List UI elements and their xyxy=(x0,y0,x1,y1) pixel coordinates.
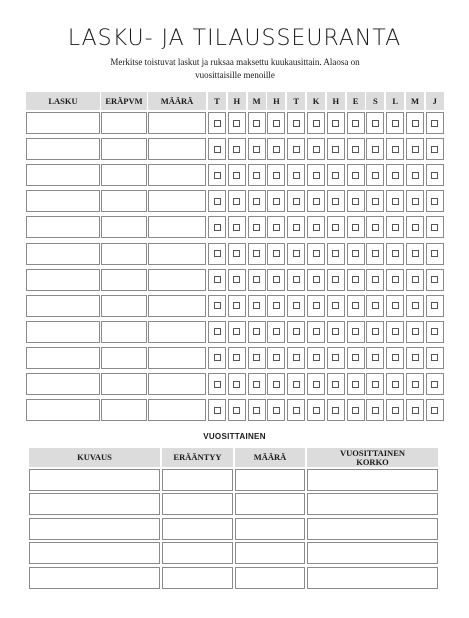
paid-checkbox[interactable] xyxy=(412,302,419,309)
paid-checkbox[interactable] xyxy=(412,172,419,179)
paid-checkbox[interactable] xyxy=(273,224,280,231)
due-date-input[interactable] xyxy=(101,295,147,317)
paid-checkbox[interactable] xyxy=(332,172,339,179)
paid-checkbox[interactable] xyxy=(352,381,359,388)
yearly-amount-input[interactable] xyxy=(235,542,305,564)
paid-checkbox[interactable] xyxy=(332,381,339,388)
bill-input[interactable] xyxy=(26,138,100,160)
paid-checkbox[interactable] xyxy=(352,250,359,257)
header-due: ERÄÄNTYY xyxy=(162,448,233,467)
amount-input[interactable] xyxy=(148,321,206,343)
paid-checkbox[interactable] xyxy=(273,381,280,388)
due-input[interactable] xyxy=(162,493,233,515)
header-month-1: T xyxy=(208,92,226,110)
paid-checkbox[interactable] xyxy=(392,198,399,205)
paid-checkbox[interactable] xyxy=(372,328,379,335)
due-input[interactable] xyxy=(162,542,233,564)
paid-checkbox[interactable] xyxy=(352,198,359,205)
paid-checkbox[interactable] xyxy=(332,407,339,414)
paid-checkbox[interactable] xyxy=(392,354,399,361)
bill-input[interactable] xyxy=(26,243,100,265)
paid-checkbox[interactable] xyxy=(293,224,300,231)
due-date-input[interactable] xyxy=(101,138,147,160)
due-date-input[interactable] xyxy=(101,269,147,291)
due-date-input[interactable] xyxy=(101,321,147,343)
paid-checkbox[interactable] xyxy=(214,381,221,388)
header-month-10: L xyxy=(386,92,404,110)
due-date-input[interactable] xyxy=(101,190,147,212)
paid-checkbox[interactable] xyxy=(293,146,300,153)
paid-checkbox[interactable] xyxy=(214,146,221,153)
paid-checkbox[interactable] xyxy=(233,250,240,257)
amount-input[interactable] xyxy=(148,138,206,160)
paid-checkbox[interactable] xyxy=(332,302,339,309)
paid-checkbox[interactable] xyxy=(392,328,399,335)
paid-checkbox[interactable] xyxy=(412,146,419,153)
paid-checkbox[interactable] xyxy=(313,407,320,414)
paid-checkbox[interactable] xyxy=(253,407,260,414)
paid-checkbox[interactable] xyxy=(313,276,320,283)
bill-input[interactable] xyxy=(26,164,100,186)
paid-checkbox[interactable] xyxy=(392,276,399,283)
paid-checkbox[interactable] xyxy=(392,250,399,257)
paid-checkbox[interactable] xyxy=(253,328,260,335)
paid-checkbox[interactable] xyxy=(273,276,280,283)
header-month-5: T xyxy=(287,92,305,110)
due-date-input[interactable] xyxy=(101,112,147,134)
paid-checkbox[interactable] xyxy=(392,172,399,179)
header-due-date: ERÄPVM xyxy=(101,92,147,110)
paid-checkbox[interactable] xyxy=(253,172,260,179)
due-date-input[interactable] xyxy=(101,373,147,395)
paid-checkbox[interactable] xyxy=(412,354,419,361)
paid-checkbox[interactable] xyxy=(332,328,339,335)
paid-checkbox[interactable] xyxy=(372,276,379,283)
description-input[interactable] xyxy=(29,542,160,564)
amount-input[interactable] xyxy=(148,164,206,186)
paid-checkbox[interactable] xyxy=(372,354,379,361)
paid-checkbox[interactable] xyxy=(431,250,438,257)
paid-checkbox[interactable] xyxy=(352,120,359,127)
paid-checkbox[interactable] xyxy=(372,250,379,257)
amount-input[interactable] xyxy=(148,373,206,395)
paid-checkbox[interactable] xyxy=(273,354,280,361)
paid-checkbox[interactable] xyxy=(214,328,221,335)
header-yearly-amount: MÄÄRÄ xyxy=(235,448,305,467)
paid-checkbox[interactable] xyxy=(214,276,221,283)
due-input[interactable] xyxy=(162,567,233,589)
paid-checkbox[interactable] xyxy=(313,146,320,153)
paid-checkbox[interactable] xyxy=(431,381,438,388)
paid-checkbox[interactable] xyxy=(431,172,438,179)
yearly-amount-input[interactable] xyxy=(235,469,305,491)
paid-checkbox[interactable] xyxy=(214,198,221,205)
bill-input[interactable] xyxy=(26,373,100,395)
due-date-input[interactable] xyxy=(101,243,147,265)
paid-checkbox[interactable] xyxy=(313,198,320,205)
paid-checkbox[interactable] xyxy=(352,328,359,335)
paid-checkbox[interactable] xyxy=(273,407,280,414)
paid-checkbox[interactable] xyxy=(372,407,379,414)
paid-checkbox[interactable] xyxy=(313,381,320,388)
paid-checkbox[interactable] xyxy=(293,198,300,205)
bill-input[interactable] xyxy=(26,112,100,134)
paid-checkbox[interactable] xyxy=(332,276,339,283)
paid-checkbox[interactable] xyxy=(372,120,379,127)
paid-checkbox[interactable] xyxy=(372,198,379,205)
paid-checkbox[interactable] xyxy=(332,146,339,153)
paid-checkbox[interactable] xyxy=(214,172,221,179)
header-month-2: H xyxy=(228,92,246,110)
paid-checkbox[interactable] xyxy=(273,250,280,257)
paid-checkbox[interactable] xyxy=(253,146,260,153)
page-subtitle: Merkitse toistuvat laskut ja ruksaa maksettu kuukausittain. Alaosa on vuosittaisille menoille xyxy=(110,57,360,80)
paid-checkbox[interactable] xyxy=(273,146,280,153)
paid-checkbox[interactable] xyxy=(293,328,300,335)
amount-input[interactable] xyxy=(148,112,206,134)
description-input[interactable] xyxy=(29,567,160,589)
page-title: LASKU- JA TILAUSSEURANTA xyxy=(67,26,402,51)
paid-checkbox[interactable] xyxy=(293,381,300,388)
paid-checkbox[interactable] xyxy=(253,224,260,231)
paid-checkbox[interactable] xyxy=(233,276,240,283)
header-month-11: M xyxy=(406,92,424,110)
paid-checkbox[interactable] xyxy=(233,172,240,179)
paid-checkbox[interactable] xyxy=(412,224,419,231)
paid-checkbox[interactable] xyxy=(332,198,339,205)
due-input[interactable] xyxy=(162,518,233,540)
paid-checkbox[interactable] xyxy=(313,302,320,309)
paid-checkbox[interactable] xyxy=(214,302,221,309)
paid-checkbox[interactable] xyxy=(332,250,339,257)
header-month-3: M xyxy=(248,92,266,110)
paid-checkbox[interactable] xyxy=(372,381,379,388)
paid-checkbox[interactable] xyxy=(253,381,260,388)
paid-checkbox[interactable] xyxy=(431,120,438,127)
paid-checkbox[interactable] xyxy=(253,120,260,127)
paid-checkbox[interactable] xyxy=(253,198,260,205)
paid-checkbox[interactable] xyxy=(273,120,280,127)
paid-checkbox[interactable] xyxy=(392,120,399,127)
yearly-amount-input[interactable] xyxy=(235,518,305,540)
paid-checkbox[interactable] xyxy=(214,224,221,231)
amount-input[interactable] xyxy=(148,216,206,238)
paid-checkbox[interactable] xyxy=(431,328,438,335)
amount-input[interactable] xyxy=(148,295,206,317)
paid-checkbox[interactable] xyxy=(392,407,399,414)
description-input[interactable] xyxy=(29,469,160,491)
bill-input[interactable] xyxy=(26,190,100,212)
paid-checkbox[interactable] xyxy=(293,120,300,127)
paid-checkbox[interactable] xyxy=(214,354,221,361)
bill-input[interactable] xyxy=(26,295,100,317)
paid-checkbox[interactable] xyxy=(273,172,280,179)
paid-checkbox[interactable] xyxy=(412,407,419,414)
paid-checkbox[interactable] xyxy=(372,302,379,309)
due-input[interactable] xyxy=(162,469,233,491)
paid-checkbox[interactable] xyxy=(313,328,320,335)
paid-checkbox[interactable] xyxy=(273,328,280,335)
paid-checkbox[interactable] xyxy=(233,407,240,414)
paid-checkbox[interactable] xyxy=(412,276,419,283)
paid-checkbox[interactable] xyxy=(431,302,438,309)
paid-checkbox[interactable] xyxy=(293,302,300,309)
yearly-amount-input[interactable] xyxy=(235,493,305,515)
paid-checkbox[interactable] xyxy=(412,120,419,127)
paid-checkbox[interactable] xyxy=(352,172,359,179)
paid-checkbox[interactable] xyxy=(313,120,320,127)
yearly-interest-input[interactable] xyxy=(307,493,438,515)
yearly-interest-input[interactable] xyxy=(307,518,438,540)
yearly-interest-input[interactable] xyxy=(307,469,438,491)
yearly-section-label: VUOSITTAINEN xyxy=(203,432,266,441)
paid-checkbox[interactable] xyxy=(372,172,379,179)
paid-checkbox[interactable] xyxy=(253,354,260,361)
paid-checkbox[interactable] xyxy=(233,302,240,309)
paid-checkbox[interactable] xyxy=(253,302,260,309)
yearly-interest-input[interactable] xyxy=(307,542,438,564)
paid-checkbox[interactable] xyxy=(293,172,300,179)
paid-checkbox[interactable] xyxy=(273,302,280,309)
paid-checkbox[interactable] xyxy=(214,120,221,127)
due-date-input[interactable] xyxy=(101,164,147,186)
paid-checkbox[interactable] xyxy=(431,224,438,231)
paid-checkbox[interactable] xyxy=(273,198,280,205)
paid-checkbox[interactable] xyxy=(352,407,359,414)
amount-input[interactable] xyxy=(148,243,206,265)
bill-input[interactable] xyxy=(26,321,100,343)
paid-checkbox[interactable] xyxy=(293,276,300,283)
header-description: KUVAUS xyxy=(29,448,160,467)
paid-checkbox[interactable] xyxy=(253,276,260,283)
paid-checkbox[interactable] xyxy=(214,407,221,414)
paid-checkbox[interactable] xyxy=(233,354,240,361)
amount-input[interactable] xyxy=(148,190,206,212)
due-date-input[interactable] xyxy=(101,399,147,421)
paid-checkbox[interactable] xyxy=(313,354,320,361)
header-month-9: S xyxy=(366,92,384,110)
paid-checkbox[interactable] xyxy=(293,250,300,257)
paid-checkbox[interactable] xyxy=(332,224,339,231)
description-input[interactable] xyxy=(29,518,160,540)
due-date-input[interactable] xyxy=(101,216,147,238)
paid-checkbox[interactable] xyxy=(332,354,339,361)
paid-checkbox[interactable] xyxy=(392,302,399,309)
yearly-amount-input[interactable] xyxy=(235,567,305,589)
paid-checkbox[interactable] xyxy=(431,146,438,153)
header-amount: MÄÄRÄ xyxy=(148,92,206,110)
paid-checkbox[interactable] xyxy=(293,354,300,361)
paid-checkbox[interactable] xyxy=(233,328,240,335)
paid-checkbox[interactable] xyxy=(313,250,320,257)
paid-checkbox[interactable] xyxy=(412,328,419,335)
header-yearly-interest: VUOSITTAINEN KORKO xyxy=(307,448,438,467)
paid-checkbox[interactable] xyxy=(412,381,419,388)
paid-checkbox[interactable] xyxy=(233,120,240,127)
due-date-input[interactable] xyxy=(101,347,147,369)
amount-input[interactable] xyxy=(148,347,206,369)
header-month-4: H xyxy=(267,92,285,110)
header-month-6: K xyxy=(307,92,325,110)
bill-input[interactable] xyxy=(26,347,100,369)
paid-checkbox[interactable] xyxy=(431,276,438,283)
paid-checkbox[interactable] xyxy=(352,276,359,283)
paid-checkbox[interactable] xyxy=(233,381,240,388)
paid-checkbox[interactable] xyxy=(412,250,419,257)
amount-input[interactable] xyxy=(148,399,206,421)
paid-checkbox[interactable] xyxy=(372,224,379,231)
paid-checkbox[interactable] xyxy=(431,407,438,414)
paid-checkbox[interactable] xyxy=(332,120,339,127)
paid-checkbox[interactable] xyxy=(431,354,438,361)
paid-checkbox[interactable] xyxy=(214,250,221,257)
paid-checkbox[interactable] xyxy=(372,146,379,153)
bill-input[interactable] xyxy=(26,216,100,238)
paid-checkbox[interactable] xyxy=(392,381,399,388)
amount-input[interactable] xyxy=(148,269,206,291)
paid-checkbox[interactable] xyxy=(233,224,240,231)
paid-checkbox[interactable] xyxy=(412,198,419,205)
header-month-12: J xyxy=(426,92,444,110)
yearly-interest-input[interactable] xyxy=(307,567,438,589)
paid-checkbox[interactable] xyxy=(233,146,240,153)
paid-checkbox[interactable] xyxy=(313,224,320,231)
header-bill: LASKU xyxy=(26,92,100,110)
paid-checkbox[interactable] xyxy=(313,172,320,179)
paid-checkbox[interactable] xyxy=(352,302,359,309)
paid-checkbox[interactable] xyxy=(352,224,359,231)
paid-checkbox[interactable] xyxy=(392,146,399,153)
description-input[interactable] xyxy=(29,493,160,515)
bill-input[interactable] xyxy=(26,399,100,421)
bill-input[interactable] xyxy=(26,269,100,291)
paid-checkbox[interactable] xyxy=(392,224,399,231)
paid-checkbox[interactable] xyxy=(352,354,359,361)
paid-checkbox[interactable] xyxy=(253,250,260,257)
paid-checkbox[interactable] xyxy=(352,146,359,153)
header-month-7: H xyxy=(327,92,345,110)
paid-checkbox[interactable] xyxy=(431,198,438,205)
header-month-8: E xyxy=(347,92,365,110)
paid-checkbox[interactable] xyxy=(233,198,240,205)
paid-checkbox[interactable] xyxy=(293,407,300,414)
